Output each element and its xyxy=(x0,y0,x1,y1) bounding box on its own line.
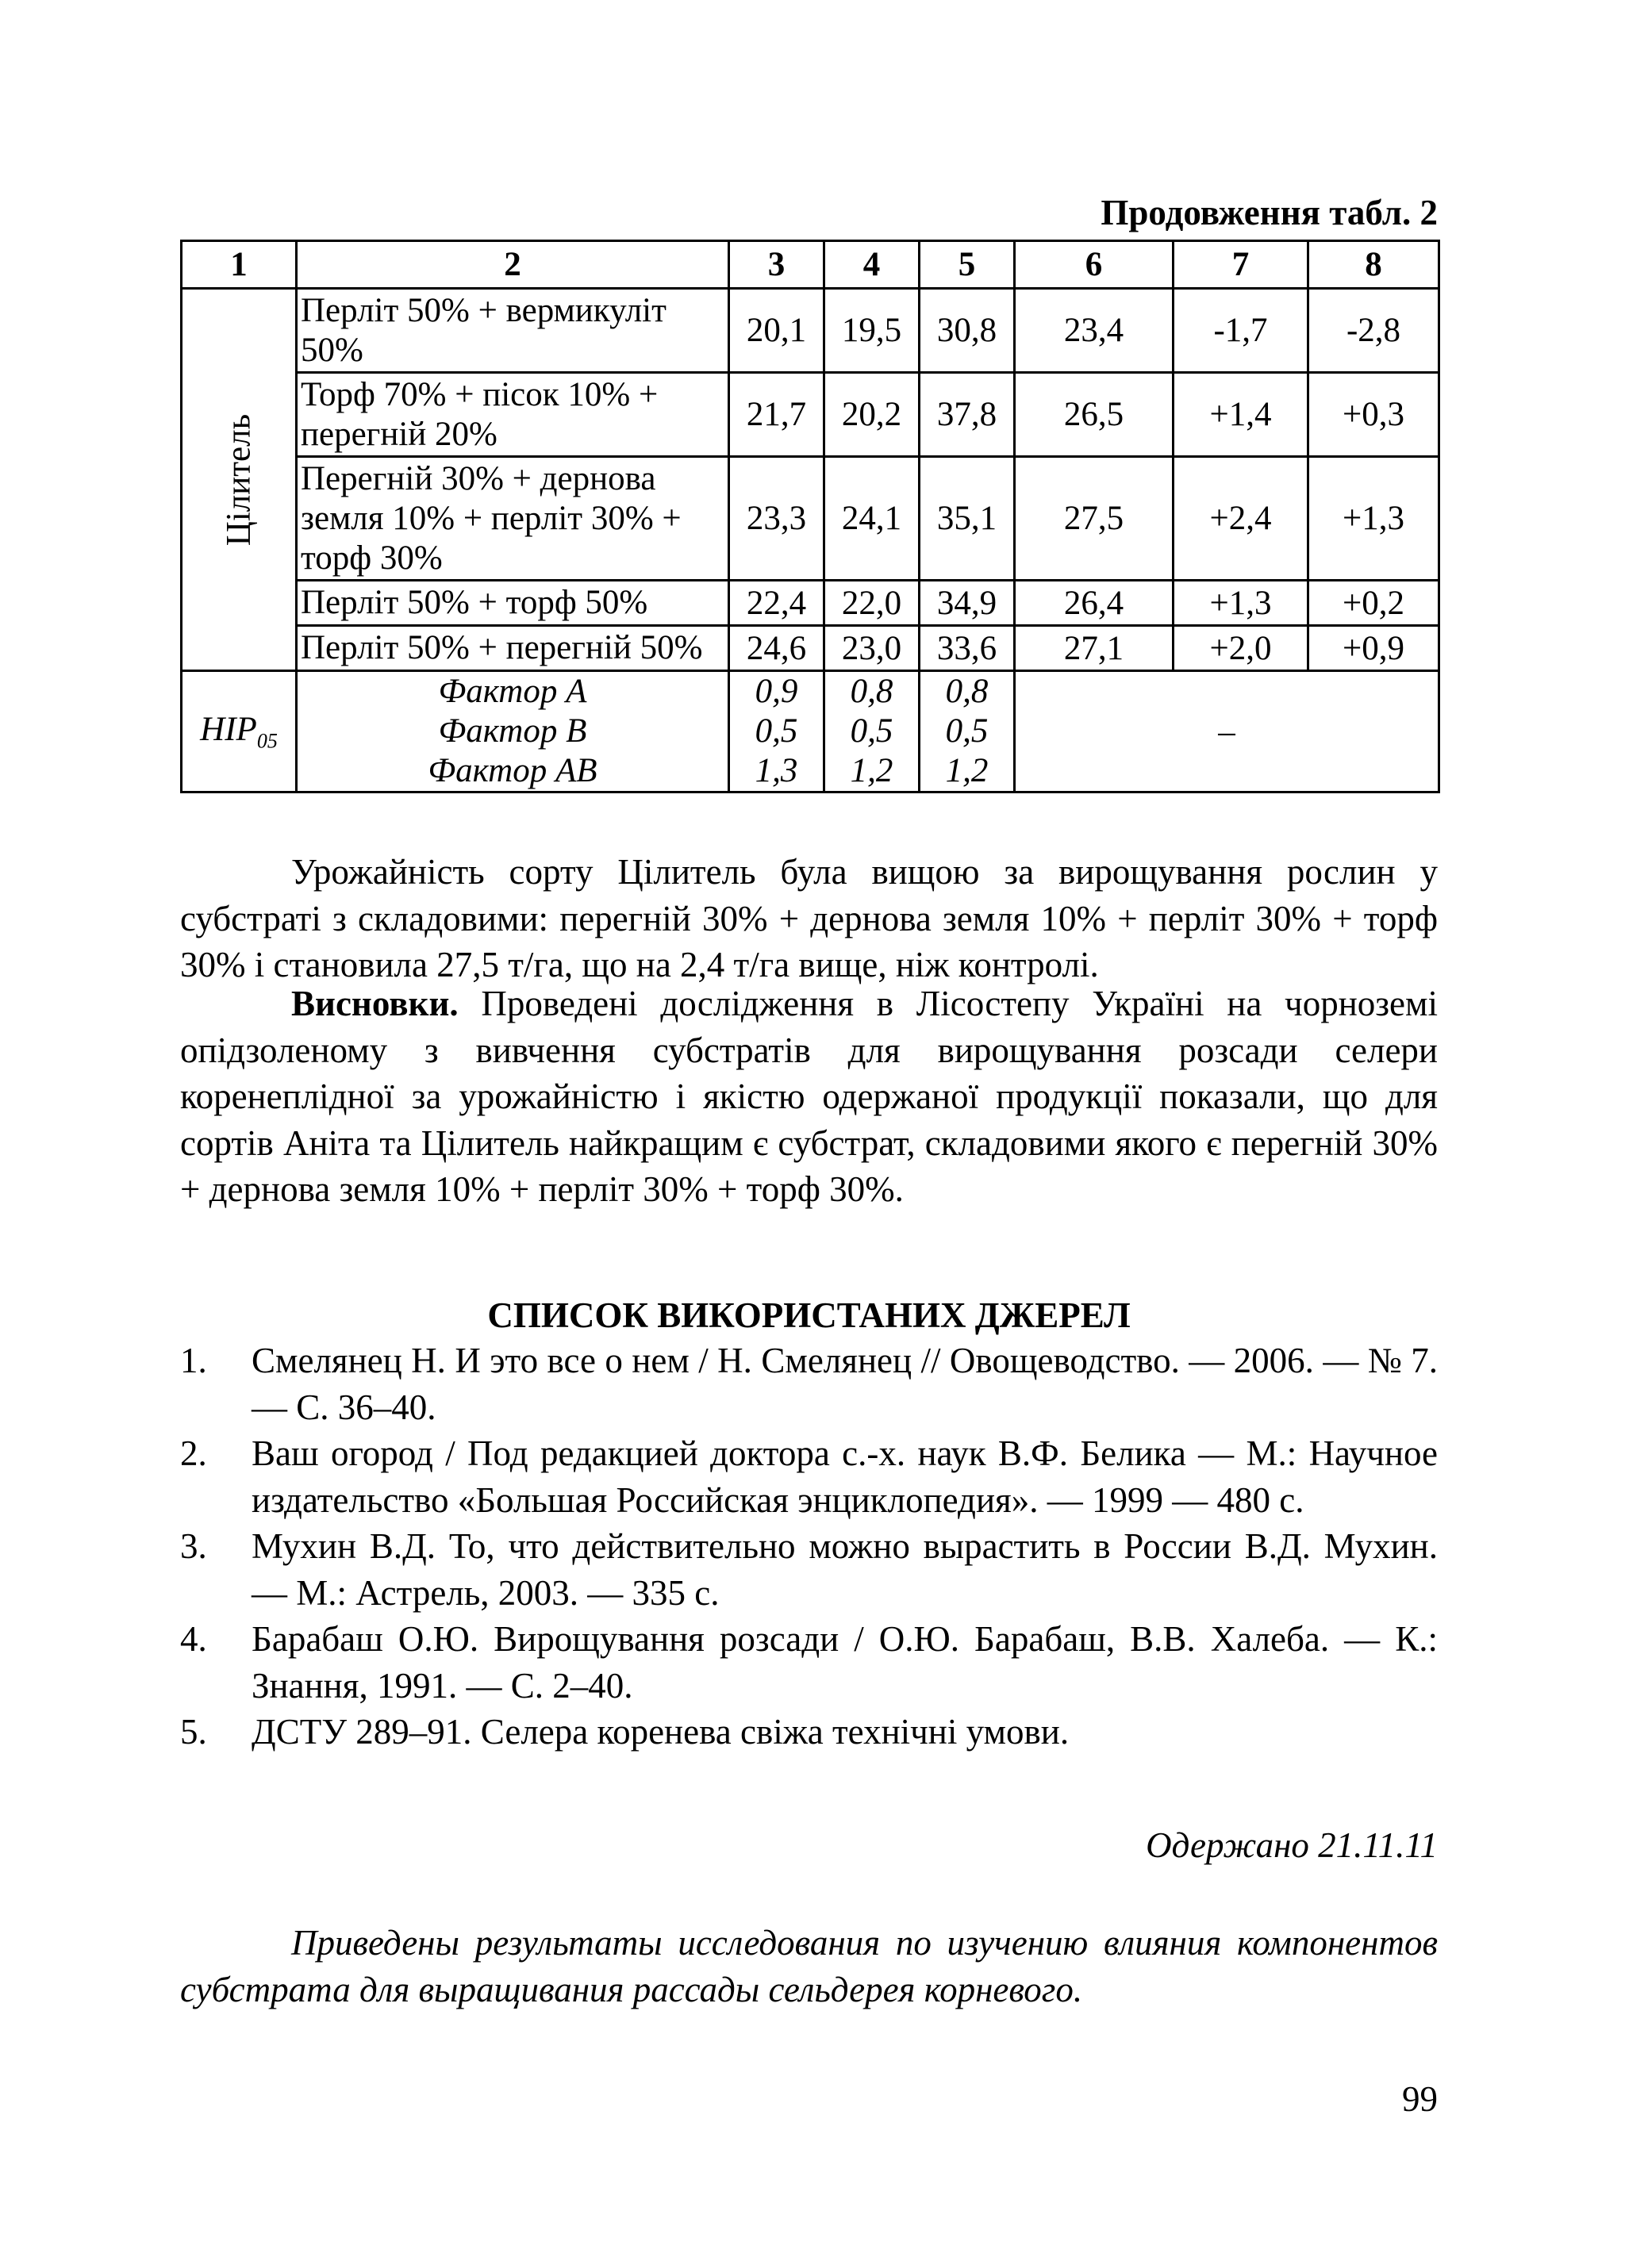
table-row xyxy=(182,626,1439,671)
reference-number: 1. xyxy=(180,1341,207,1380)
value-cell: 23,0 xyxy=(824,626,920,671)
references-title: СПИСОК ВИКОРИСТАНИХ ДЖЕРЕЛ xyxy=(487,1295,1131,1335)
table-row xyxy=(182,373,1439,457)
value-cell: 21,7 xyxy=(729,373,824,457)
reference-text: ДСТУ 289–91. Селера коренева свіжа технічні умови. xyxy=(252,1712,1070,1752)
reference-number: 2. xyxy=(180,1433,207,1473)
value-cell: -1,7 xyxy=(1174,289,1308,373)
reference-item xyxy=(180,1616,1438,1709)
nir-value: 0,8 xyxy=(850,673,893,710)
value-cell: +0,2 xyxy=(1308,581,1439,626)
header-cell: 5 xyxy=(920,241,1015,289)
value-cell: +1,3 xyxy=(1308,457,1439,581)
value-cell: 24,1 xyxy=(824,457,920,581)
reference-item xyxy=(180,1709,1438,1756)
value-cell: +2,4 xyxy=(1174,457,1308,581)
nir-factor: Фактор АВ xyxy=(428,752,597,789)
nir-row xyxy=(182,671,1439,792)
value-cell: +1,3 xyxy=(1174,581,1308,626)
nir-values-cell xyxy=(729,671,824,792)
nir-value: 1,3 xyxy=(755,752,798,789)
header-cell: 7 xyxy=(1174,241,1308,289)
conclusions-text: Проведені дослідження в Лісостепу Україні на чорноземі опідзоленому з вивчення субстратів для вирощування розсади селери коренеплідної за урожайністю і якістю одержаної продукції показали, що для сортів Аніта та Цілитель найкращим є субстрат, складовими якого є перегній 30% + дернова земля 10% + перліт 30% + торф 30%. xyxy=(180,984,1438,1209)
reference-item xyxy=(180,1337,1438,1430)
header-cell: 3 xyxy=(729,241,824,289)
reference-number: 4. xyxy=(180,1619,207,1659)
group-label-cell xyxy=(182,289,297,671)
reference-text: Барабаш О.Ю. Вирощування розсади / О.Ю. Барабаш, В.В. Халеба. — К.: Знання, 1991. — С. 2–40. xyxy=(252,1619,1438,1706)
data-table xyxy=(180,240,1440,793)
table-row xyxy=(182,289,1439,373)
value-cell: 35,1 xyxy=(920,457,1015,581)
value-cell: 27,1 xyxy=(1015,626,1174,671)
paragraph-yield: Урожайність сорту Цілитель була вищою за вирощування рослин у субстраті з складовими: перегній 30% + дернова земля 10% + перліт 30% + торф 30% і становила 27,5 т/га, що на 2,4 т/га вище, ніж контролі. xyxy=(180,852,1438,984)
nir-value: 0,9 xyxy=(755,673,798,710)
reference-number: 5. xyxy=(180,1712,207,1752)
value-cell: +2,0 xyxy=(1174,626,1308,671)
value-cell: 23,3 xyxy=(729,457,824,581)
reference-number: 3. xyxy=(180,1526,207,1566)
substrate-cell: Перегній 30% + дернова земля 10% + перліт 30% + торф 30% xyxy=(297,457,729,581)
nir-label-cell xyxy=(182,671,297,792)
substrate-cell: Торф 70% + пісок 10% + перегній 20% xyxy=(297,373,729,457)
nir-value: 0,5 xyxy=(755,712,798,750)
value-cell: 33,6 xyxy=(920,626,1015,671)
document-page xyxy=(180,0,1438,2268)
substrate-cell: Перліт 50% + торф 50% xyxy=(297,581,729,626)
reference-text: Мухин В.Д. То, что действительно можно вырастить в России В.Д. Мухин. — М.: Астрель, 2003. — 335 с. xyxy=(252,1526,1438,1613)
table-caption: Продовження табл. 2 xyxy=(1101,193,1438,232)
table-row xyxy=(182,581,1439,626)
substrate-cell: Перліт 50% + перегній 50% xyxy=(297,626,729,671)
paragraph-conclusions xyxy=(180,980,1438,1213)
header-cell: 1 xyxy=(182,241,297,289)
abstract-text: Приведены результаты исследования по изучению влияния компонентов субстрата для выращивания рассады сельдерея корневого. xyxy=(180,1923,1438,2009)
nir-empty-cell: – xyxy=(1015,671,1439,792)
value-cell: 23,4 xyxy=(1015,289,1174,373)
nir-factor: Фактор А xyxy=(438,673,587,710)
value-cell: 37,8 xyxy=(920,373,1015,457)
nir-value: 0,5 xyxy=(945,712,989,750)
nir-label-sub: 05 xyxy=(256,729,278,753)
reference-item xyxy=(180,1523,1438,1616)
nir-label: НІР xyxy=(200,710,257,748)
reference-text: Ваш огород / Под редакцией доктора с.-х. наук В.Ф. Белика — М.: Научное издательство «Большая Российская энциклопедия». — 1999 — 480 с. xyxy=(252,1433,1438,1520)
value-cell: 26,5 xyxy=(1015,373,1174,457)
value-cell: 34,9 xyxy=(920,581,1015,626)
value-cell: 24,6 xyxy=(729,626,824,671)
value-cell: +1,4 xyxy=(1174,373,1308,457)
table-header-row xyxy=(182,241,1439,289)
conclusions-label: Висновки. xyxy=(291,984,459,1023)
nir-values-cell xyxy=(824,671,920,792)
value-cell: 30,8 xyxy=(920,289,1015,373)
value-cell: 22,0 xyxy=(824,581,920,626)
table-row xyxy=(182,457,1439,581)
nir-values-cell xyxy=(920,671,1015,792)
header-cell: 8 xyxy=(1308,241,1439,289)
group-label: Цілитель xyxy=(220,413,258,546)
header-cell: 4 xyxy=(824,241,920,289)
value-cell: 26,4 xyxy=(1015,581,1174,626)
value-cell: -2,8 xyxy=(1308,289,1439,373)
substrate-cell: Перліт 50% + вермикуліт 50% xyxy=(297,289,729,373)
nir-factors-cell xyxy=(297,671,729,792)
nir-value: 0,8 xyxy=(945,673,989,710)
references-list xyxy=(180,1337,1438,1756)
received-date: Одержано 21.11.11 xyxy=(1146,1825,1438,1865)
page-number: 99 xyxy=(1402,2079,1438,2119)
value-cell: 19,5 xyxy=(824,289,920,373)
nir-value: 1,2 xyxy=(945,752,989,789)
value-cell: +0,3 xyxy=(1308,373,1439,457)
nir-value: 1,2 xyxy=(850,752,893,789)
header-cell: 2 xyxy=(297,241,729,289)
header-cell: 6 xyxy=(1015,241,1174,289)
nir-value: 0,5 xyxy=(850,712,893,750)
value-cell: 22,4 xyxy=(729,581,824,626)
reference-item xyxy=(180,1430,1438,1523)
reference-text: Смелянец Н. И это все о нем / Н. Смелянец // Овощеводство. — 2006. — № 7. — С. 36–40. xyxy=(252,1341,1438,1427)
value-cell: 27,5 xyxy=(1015,457,1174,581)
value-cell: 20,2 xyxy=(824,373,920,457)
value-cell: 20,1 xyxy=(729,289,824,373)
value-cell: +0,9 xyxy=(1308,626,1439,671)
nir-factor: Фактор В xyxy=(438,712,587,750)
